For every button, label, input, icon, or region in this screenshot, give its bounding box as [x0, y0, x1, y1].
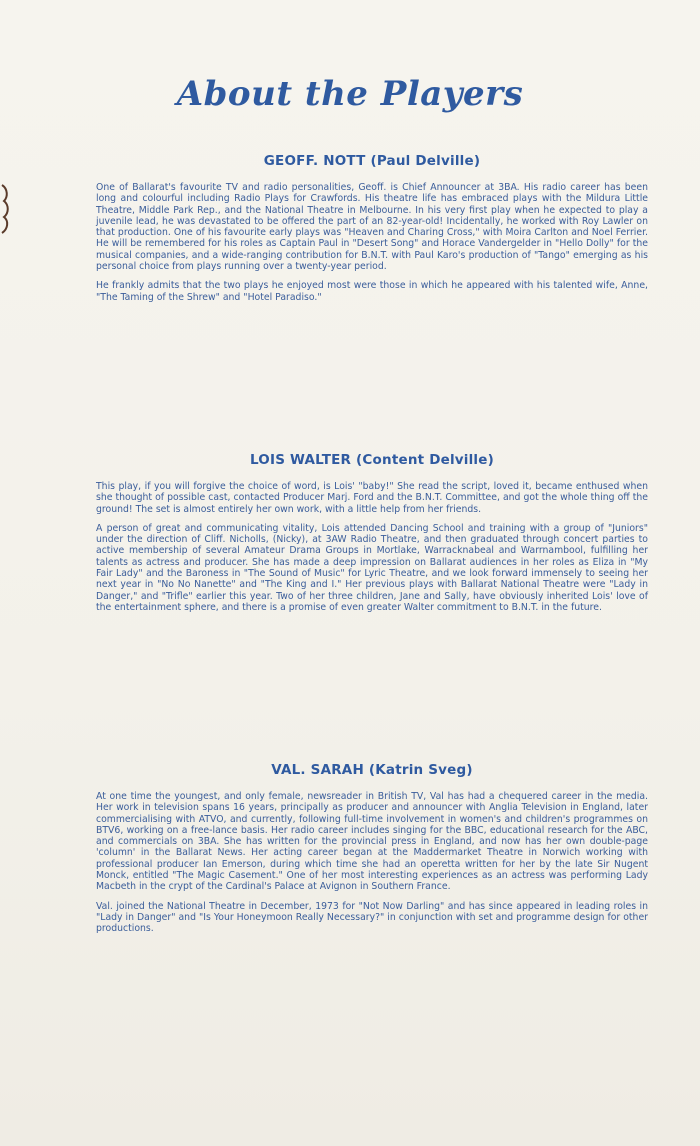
- binding-mark-icon: [0, 183, 12, 235]
- player-section-lois-walter: [96, 452, 648, 621]
- player-section-val-sarah: [96, 762, 648, 943]
- player-paragraph: Val. joined the National Theatre in December, 1973 for "Not Now Darling" and has since appeared in leading roles in "Lady in Danger" and "Is Your Honeymoon Really Necessary?" in conjunction with set and programme design for other productions.: [96, 900, 648, 935]
- player-paragraph: One of Ballarat's favourite TV and radio personalities, Geoff. is Chief Announcer at 3BA. His radio career has been long and colourful including Radio Plays for Crawfords. His theatre life has embraced plays with the Mildura Little Theatre, Middle Park Rep., and the National Theatre in Melbourne. In his very first play when he expected to play a juvenile lead, he was devastated to be offered the part of an 82-year-old! Incidentally, he worked with Roy Lawler on that production. One of his favourite early plays was "Heaven and Charing Cross," with Moira Carlton and Noel Ferrier. He will be remembered for his roles as Captain Paul in "Desert Song" and Horace Vandergelder in "Hello Dolly" for the musical companies, and a wide-ranging contribution for B.N.T. with Paul Karo's production of "Tango" emerging as his personal choice from plays running over a twenty-year period.: [96, 182, 648, 273]
- player-paragraph: He frankly admits that the two plays he enjoyed most were those in which he appeared with his talented wife, Anne, "The Taming of the Shrew" and "Hotel Paradiso.": [96, 280, 648, 303]
- player-section-geoff-nott: [96, 153, 648, 311]
- player-heading: GEOFF. NOTT (Paul Delville): [263, 153, 481, 169]
- player-paragraph: This play, if you will forgive the choice of word, is Lois' "baby!" She read the script, loved it, became enthused when she thought of possible cast, contacted Producer Marj. Ford and the B.N.T. Committee, and got the whole thing off the ground! The set is almost entirely her own work, with a little help from her friends.: [96, 481, 648, 515]
- player-heading: VAL. SARAH (Katrin Sveg): [271, 762, 473, 778]
- player-heading: LOIS WALTER (Content Delville): [249, 452, 494, 468]
- player-paragraph: At one time the youngest, and only female, newsreader in British TV, Val has had a chequered career in the media. Her work in television spans 16 years, principally as producer and announcer with Anglia Television in England, later commercialising with ATVO, and currently, following full-time involvement in women's and children's programmes on BTV6, working on a free-lance basis. Her radio career includes singing for the BBC, educational research for the ABC, and commercials on 3BA. She has written for the provincial press in England, and now has her own double-page 'column' in the Ballarat News. Her acting career began at the Maddermarket Theatre in Norwich working with professional producer Ian Emerson, during which time she had an operetta written for her by the late Sir Nugent Monck, entitled "The Magic Casement." One of her most interesting experiences as an actress was performing Lady Macbeth in the crypt of the Cardinal's Palace at Avignon in Southern France.: [96, 791, 648, 893]
- player-paragraph: A person of great and communicating vitality, Lois attended Dancing School and training with a group of "Juniors" under the direction of Cliff. Nicholls, (Nicky), at 3AW Radio Theatre, and then graduated through concert parties to active membership of several Amateur Drama Groups in Mortlake, Warracknabeal and Warrnambool, fulfilling her talents as actress and producer. She has made a deep impression on Ballarat audiences in her roles as Eliza in "My Fair Lady" and the Baroness in "The Sound of Music" for Lyric Theatre, and we look forward immensely to seeing her next year in "No No Nanette" and "The King and I." Her previous plays with Ballarat National Theatre were "Lady in Danger," and "Trifle" earlier this year. Two of her three children, Jane and Sally, have obviously inherited Lois' love of the entertainment sphere, and there is a promise of even greater Walter commitment to B.N.T. in the future.: [96, 522, 648, 613]
- page-title: About the Players: [176, 74, 524, 114]
